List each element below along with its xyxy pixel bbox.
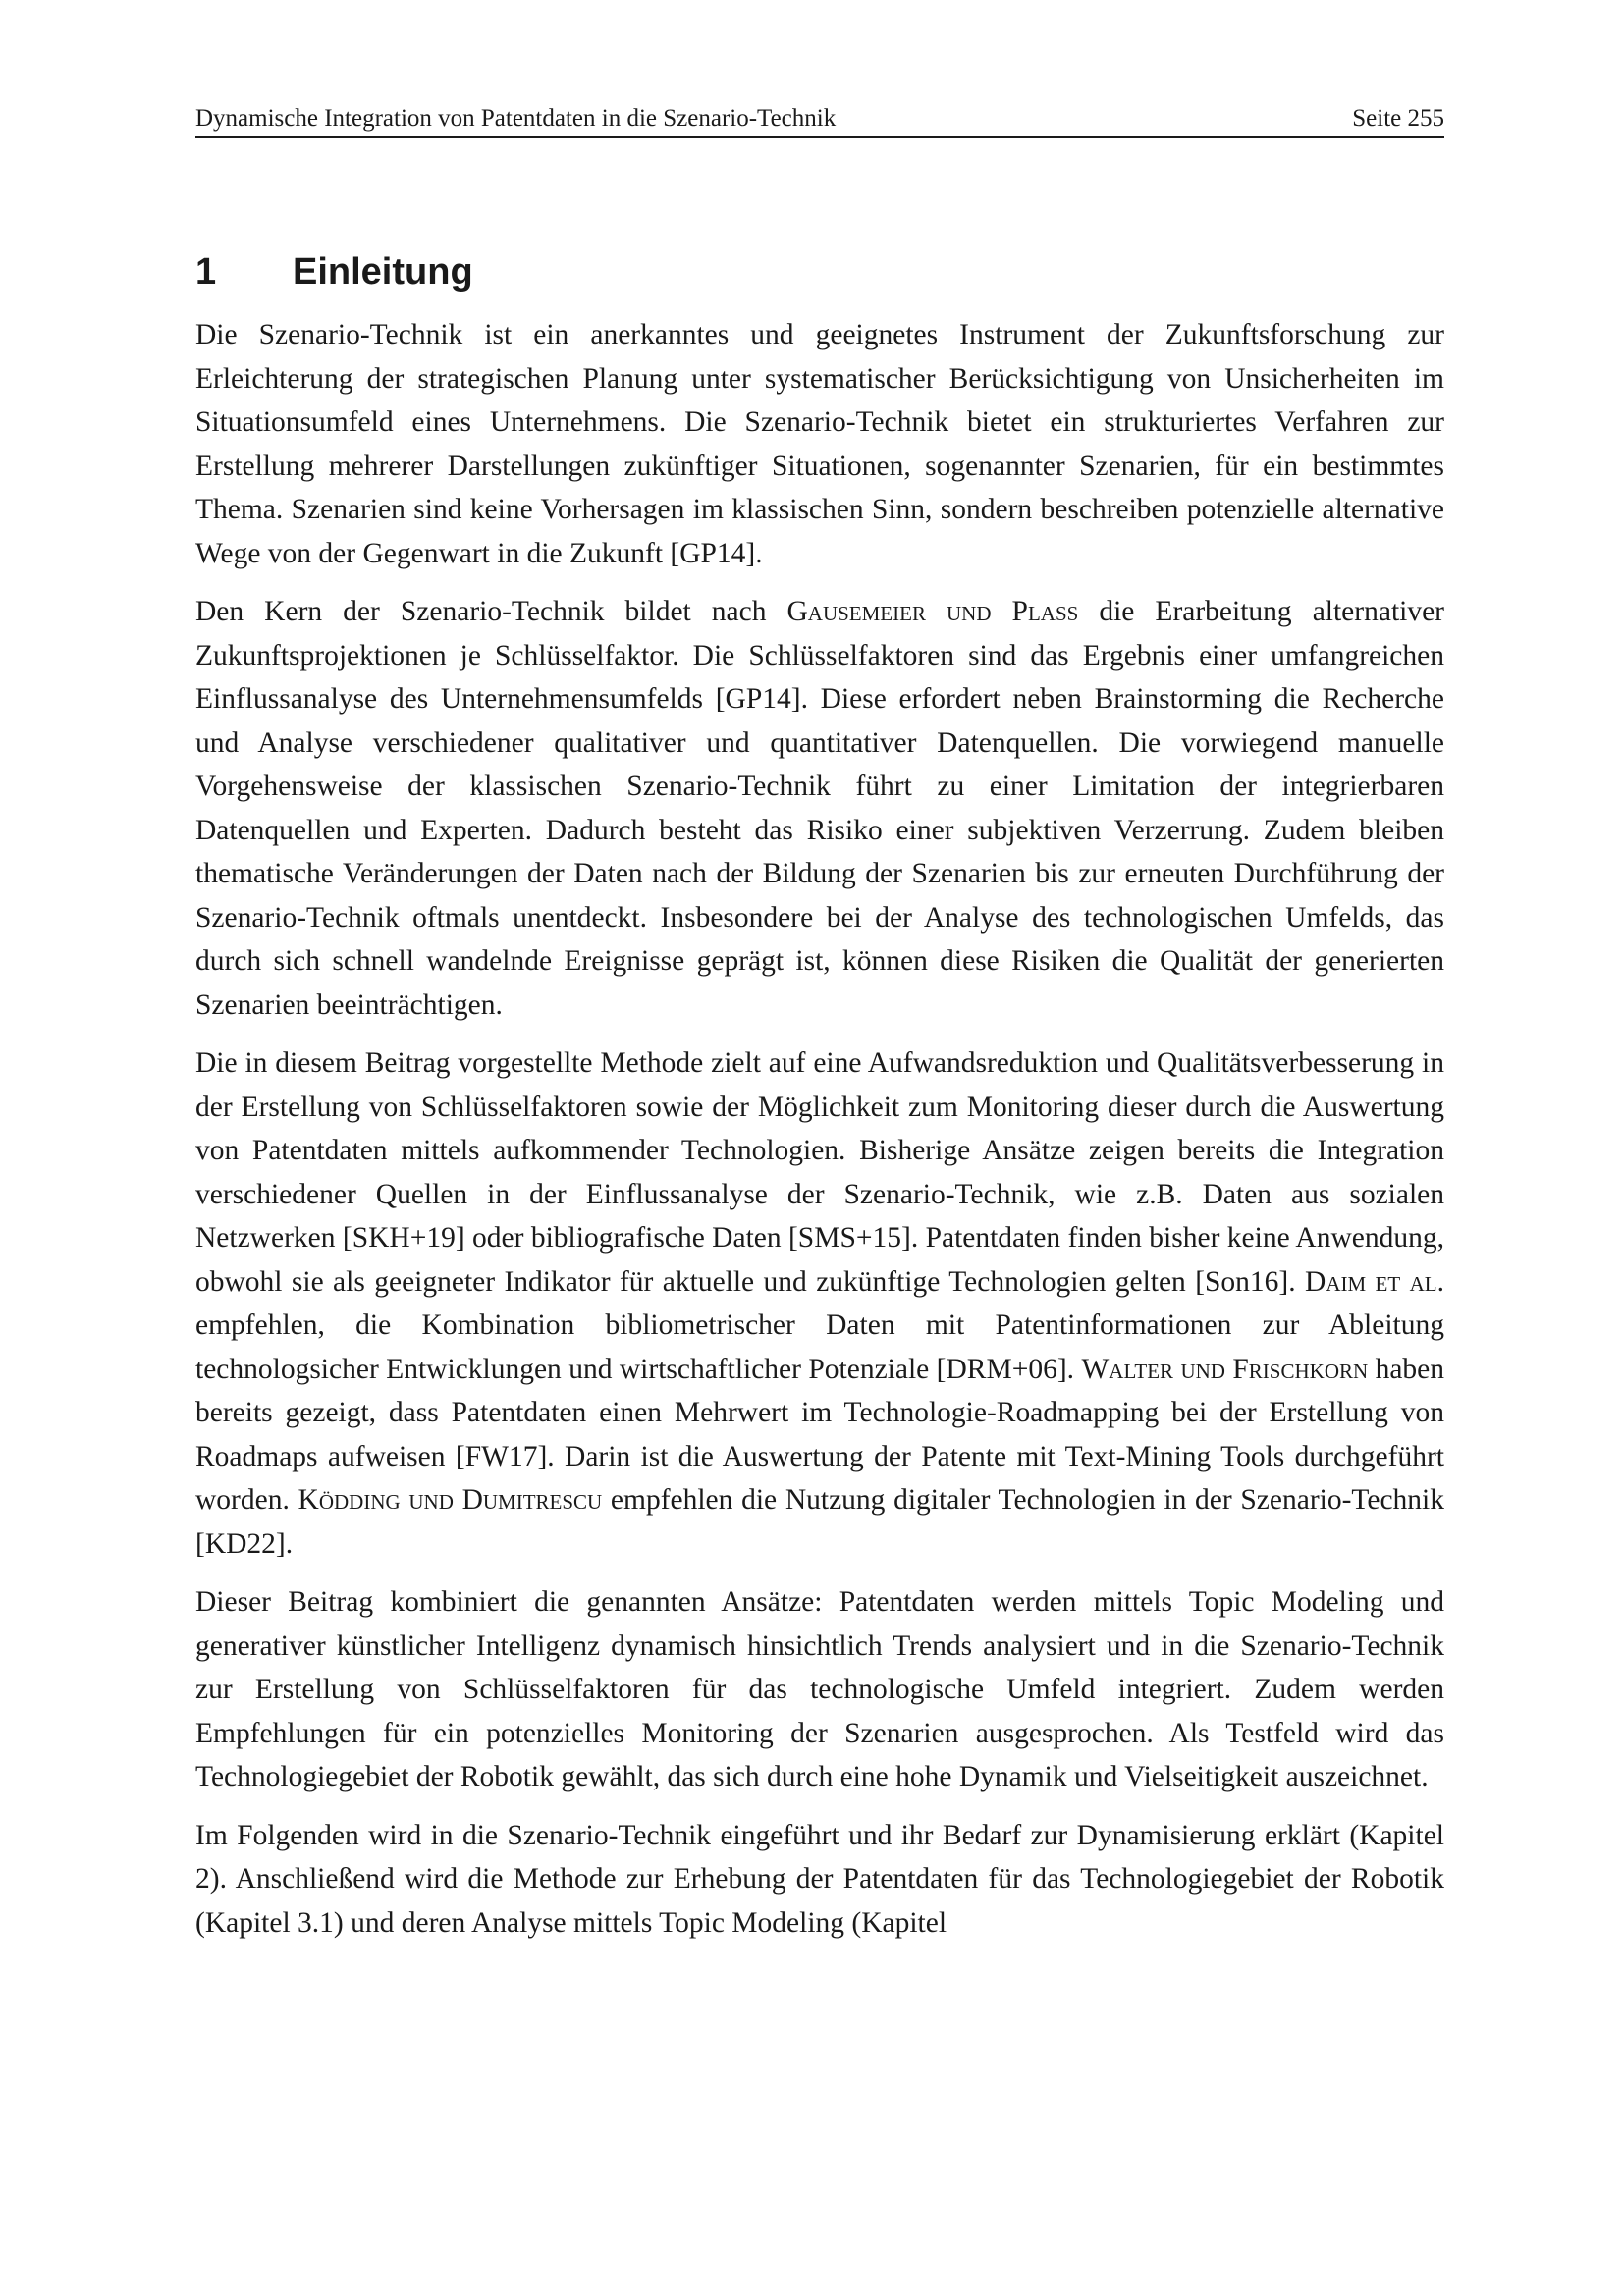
author-conjunction: und <box>925 596 1012 627</box>
paragraph-3 <box>195 1041 1444 1566</box>
author-conjunction: und <box>400 1484 462 1516</box>
running-title: Dynamische Integration von Patentdaten in die Szenario-Technik <box>195 105 837 132</box>
section-title: Einleitung <box>293 251 473 293</box>
author-conjunction: und <box>1173 1353 1233 1385</box>
section-number: 1 <box>195 251 217 293</box>
author-citation-walter: Walter <box>1081 1353 1174 1385</box>
author-citation-dumitrescu: Dumitrescu <box>461 1484 603 1516</box>
running-header <box>195 104 1444 138</box>
author-citation-daim: Daim et al. <box>1305 1265 1444 1298</box>
author-citation-plass: Plass <box>1011 596 1079 627</box>
page <box>195 104 1444 1959</box>
paragraph-5: Im Folgenden wird in die Szenario-Technik eingeführt und ihr Bedarf zur Dynamisierung erklärt (Kapitel 2). Anschließend wird die Methode zur Erhebung der Patentdaten für das Technologiegebiet der Robotik (Kapitel 3.1) und deren Analyse mittels Topic Modeling (Kapitel <box>195 1819 1444 1939</box>
paragraph-2-text: Den Kern der Szenario-Technik bildet nach <box>195 596 787 627</box>
author-citation-gausemeier: Gausemeier <box>786 596 926 627</box>
author-citation-frischkorn: Frischkorn <box>1232 1353 1369 1385</box>
page-number: Seite 255 <box>1352 105 1444 132</box>
paragraph-4: Dieser Beitrag kombiniert die genannten Ansätze: Patentdaten werden mittels Topic Modeling und generativer künstlicher Intelligenz dynamisch hinsichtlich Trends analysiert und in die Szenario-Technik zur Erstellung von Schlüsselfaktoren für das technologische Umfeld integriert. Zudem werden Empfehlungen für ein potenzielles Monitoring der Szenarien ausgesprochen. Als Testfeld wird das Technologiegebiet der Robotik gewählt, das sich durch eine hohe Dynamik und Vielseitigkeit auszeichnet. <box>195 1586 1444 1792</box>
section-heading <box>195 250 1444 294</box>
paragraph-3-text: haben bereits gezeigt, dass Patentdaten einen Mehrwert im Technologie-Roadmapping bei der Erstellung von Roadmaps aufweisen [FW17]. Darin ist die Auswertung der Patente mit Text-Mining Tools durchgeführt worden. <box>195 1353 1445 1516</box>
paragraph-3-text: empfehlen die Nutzung digitaler Technologien in der Szenario-Technik [KD22]. <box>195 1484 1445 1560</box>
author-citation-koedding: Ködding <box>298 1484 401 1516</box>
paragraph-1: Die Szenario-Technik ist ein anerkanntes und geeignetes Instrument der Zukunftsforschung zur Erleichterung der strategischen Planung unter systematischer Berücksichtigung von Unsicherheiten im Situationsumfeld eines Unternehmens. Die Szenario-Technik bietet ein strukturiertes Verfahren zur Erstellung mehrerer Darstellungen zukünftiger Situationen, sogenannter Szenarien, für ein bestimmtes Thema. Szenarien sind keine Vorhersagen im klassischen Sinn, sondern beschreiben potenzielle alternative Wege von der Gegenwart in die Zukunft [GP14]. <box>195 319 1444 569</box>
paragraph-2-text: die Erarbeitung alternativer Zukunftsprojektionen je Schlüsselfaktor. Die Schlüsselfaktoren sind das Ergebnis einer umfangreichen Einflussanalyse des Unternehmensumfelds [GP14]. Diese erfordert neben Brainstorming die Recherche und Analyse verschiedener qualitativer und quantitativer Datenquellen. Die vorwiegend manuelle Vorgehensweise der klassischen Szenario-Technik führt zu einer Limitation der integrierbaren Datenquellen und Experten. Dadurch besteht das Risiko einer subjektiven Verzerrung. Zudem bleiben thematische Veränderungen der Daten nach der Bildung der Szenarien bis zur erneuten Durchführung der Szenario-Technik oftmals unentdeckt. Insbesondere bei der Analyse des technologischen Umfelds, das durch sich schnell wandelnde Ereignisse geprägt ist, können diese Risiken die Qualität der generierten Szenarien beeinträchtigen. <box>195 596 1445 1021</box>
paragraph-3-text: Die in diesem Beitrag vorgestellte Methode zielt auf eine Aufwandsreduktion und Qualitätsverbesserung in der Erstellung von Schlüsselfaktoren sowie der Möglichkeit zum Monitoring dieser durch die Auswertung von Patentdaten mittels aufkommender Technologien. Bisherige Ansätze zeigen bereits die Integration verschiedener Quellen in der Einflussanalyse der Szenario-Technik, wie z.B. Daten aus sozialen Netzwerken [SKH+19] oder bibliografische Daten [SMS+15]. Patentdaten finden bisher keine Anwendung, obwohl sie als geeigneter Indikator für aktuelle und zukünftige Technologien gelten [Son16]. <box>195 1047 1444 1298</box>
body-text <box>195 313 1444 1945</box>
paragraph-2 <box>195 590 1444 1027</box>
paragraph-3-text: empfehlen, die Kombination bibliometrischer Daten mit Patentinformationen zur Ableitung technologsicher Entwicklungen und wirtschaftlicher Potenziale [DRM+06]. <box>195 1309 1444 1385</box>
